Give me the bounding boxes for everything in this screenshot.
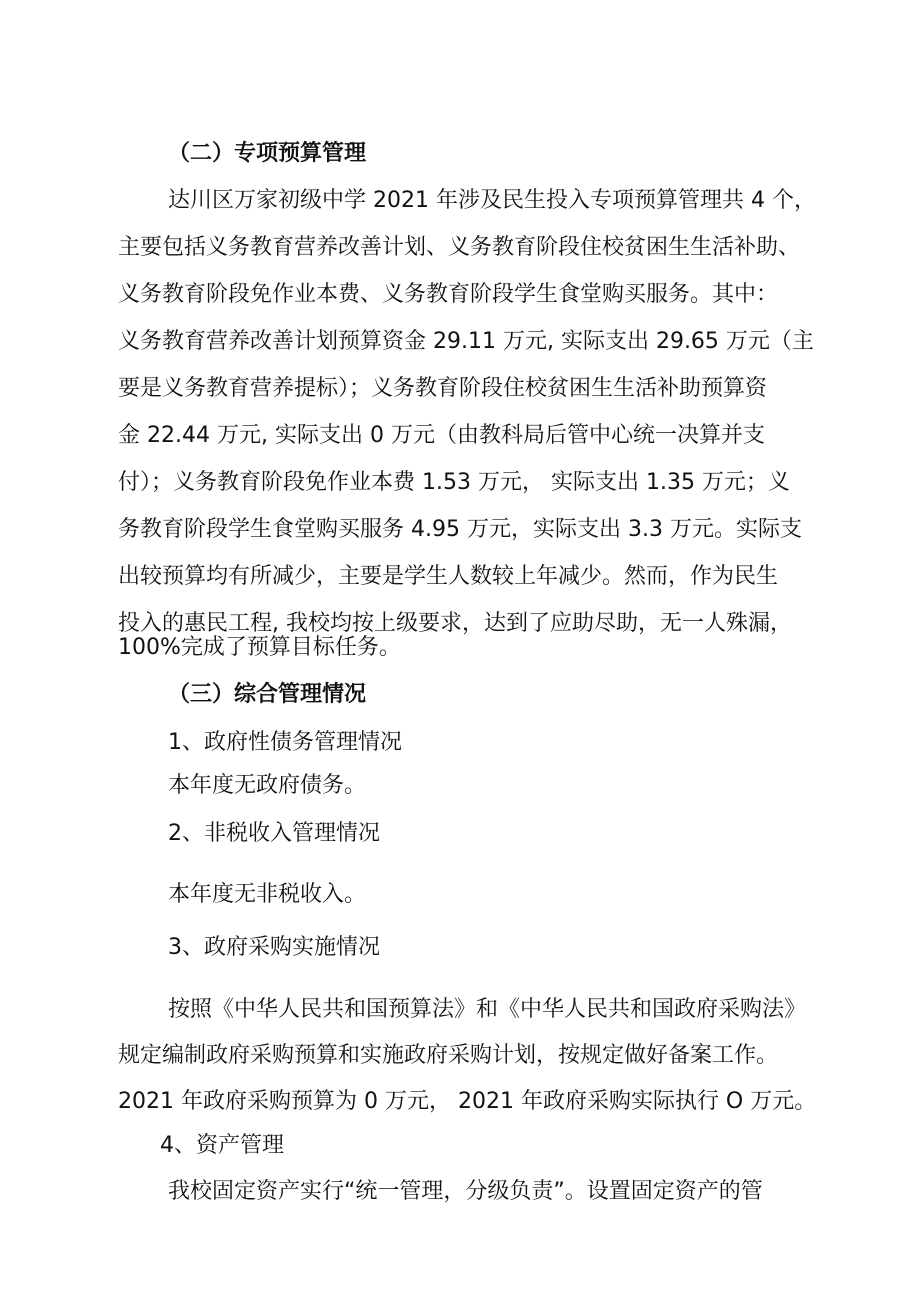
paragraph-line: 付）；义务教育阶段免作业本费 1.53 万元， 实际支出 1.35 万元；义 xyxy=(118,470,790,495)
item-heading: 4、资产管理 xyxy=(160,1133,284,1158)
paragraph-line: 出较预算均有所减少，主要是学生人数较上年减少。然而，作为民生 xyxy=(118,564,779,589)
paragraph-line: 金 22.44 万元, 实际支出 0 万元（由教科局后管中心统一决算并支 xyxy=(118,423,765,448)
paragraph-line: 2021 年政府采购预算为 0 万元， 2021 年政府采购实际执行 O 万元。 xyxy=(118,1089,817,1114)
item-heading: 2、非税收入管理情况 xyxy=(168,821,380,846)
paragraph-line: 我校固定资产实行“统一管理，分级负责”。设置固定资产的管 xyxy=(168,1179,763,1204)
paragraph-line: 义务教育阶段免作业本费、义务教育阶段学生食堂购买服务。其中： xyxy=(118,282,779,307)
section-heading-comprehensive: （三）综合管理情况 xyxy=(168,682,367,707)
paragraph-line: 义务教育营养改善计划预算资金 29.11 万元, 实际支出 29.65 万元（主 xyxy=(118,329,814,354)
paragraph-line: 投入的惠民工程, 我校均按上级要求，达到了应助尽助，无一人殊漏， xyxy=(118,611,792,636)
paragraph-line: 要是义务教育营养提标）；义务教育阶段住校贫困生生活补助预算资 xyxy=(118,376,768,401)
item-text: 本年度无非税收入。 xyxy=(168,882,367,907)
item-text: 本年度无政府债务。 xyxy=(168,773,367,798)
paragraph-line: 主要包括义务教育营养改善计划、义务教育阶段住校贫困生生活补助、 xyxy=(118,235,801,260)
item-heading: 3、政府采购实施情况 xyxy=(168,935,380,960)
paragraph-line: 按照《中华人民共和国预算法》和《中华人民共和国政府采购法》 xyxy=(168,997,807,1022)
section-heading-special-budget: （二）专项预算管理 xyxy=(168,141,367,166)
paragraph-line: 100%完成了预算目标任务。 xyxy=(118,635,401,660)
paragraph-line: 务教育阶段学生食堂购买服务 4.95 万元，实际支出 3.3 万元。实际支 xyxy=(118,517,802,542)
paragraph-line: 达川区万家初级中学 2021 年涉及民生投入专项预算管理共 4 个， xyxy=(168,188,816,213)
item-heading: 1、政府性债务管理情况 xyxy=(168,730,402,755)
paragraph-line: 规定编制政府采购预算和实施政府采购计划，按规定做好备案工作。 xyxy=(118,1043,779,1068)
